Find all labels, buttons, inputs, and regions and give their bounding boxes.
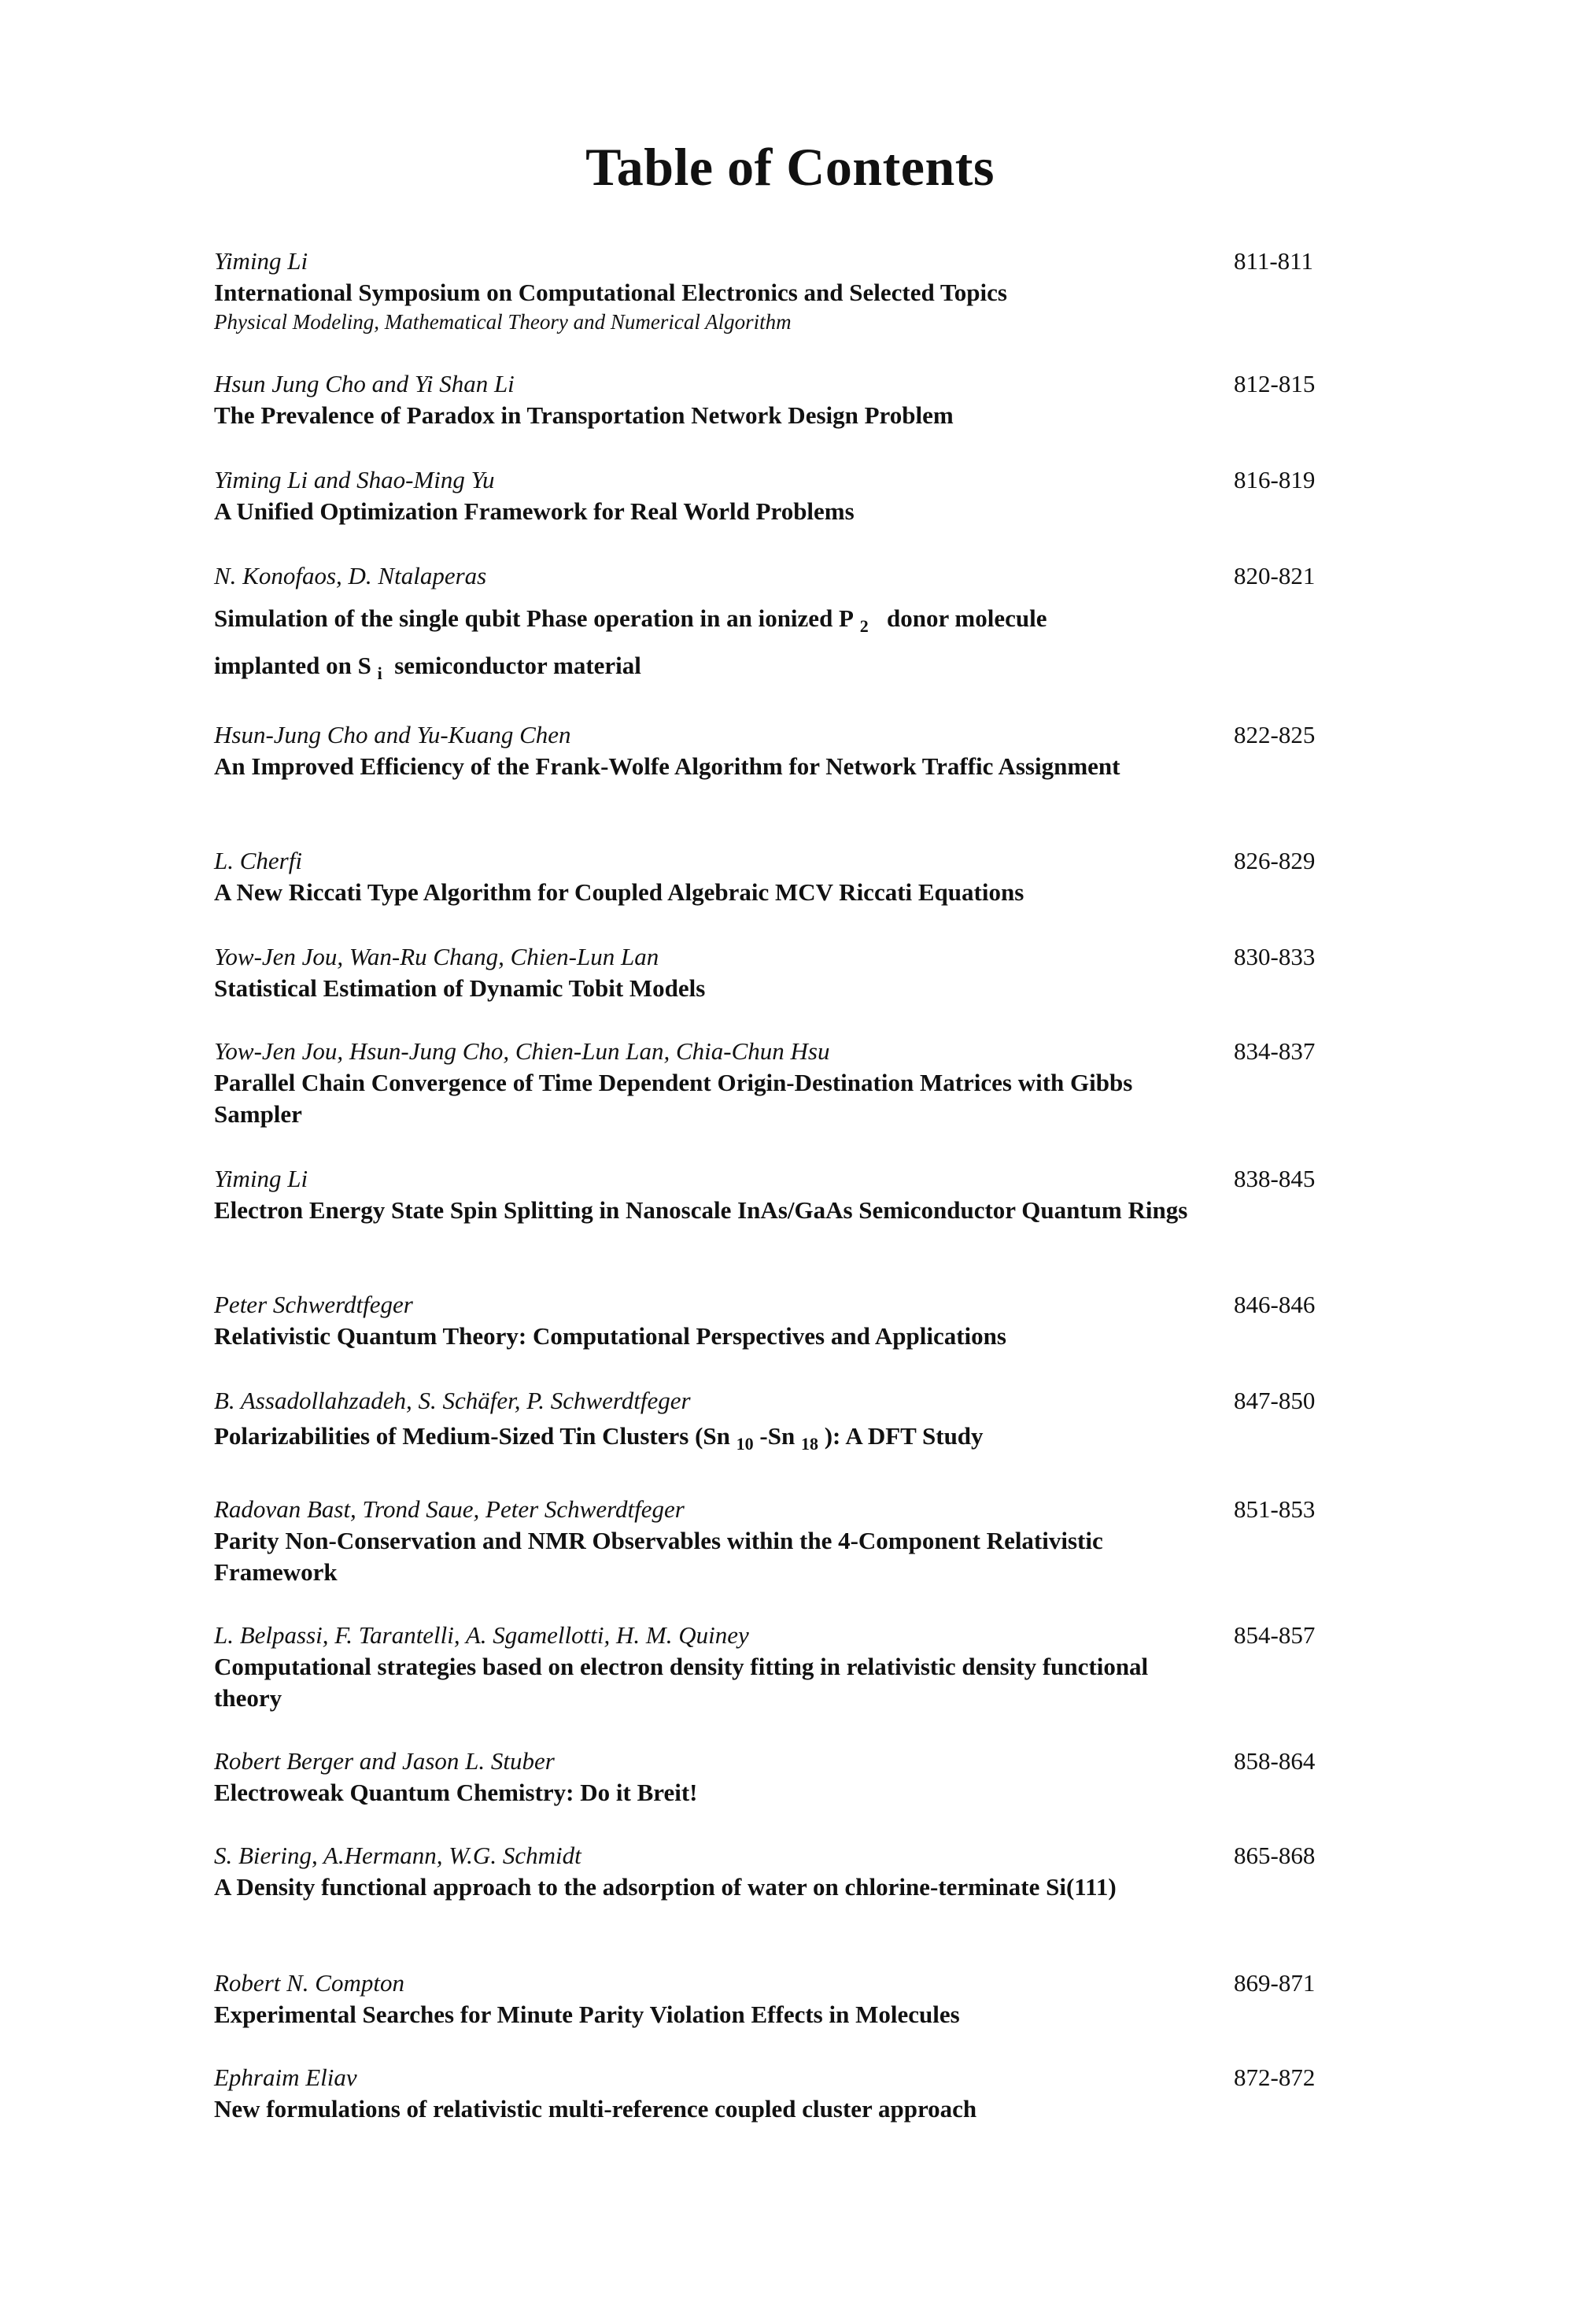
entry-authors: Radovan Bast, Trond Saue, Peter Schwerdtfeger xyxy=(214,1495,685,1523)
entry-title: Electroweak Quantum Chemistry: Do it Breit! xyxy=(214,1779,698,1806)
entry-title-text: Polarizabilities of Medium-Sized Tin Clusters (Sn xyxy=(214,1422,730,1450)
entry-pages: 846-846 xyxy=(1234,1291,1316,1318)
entry-pages: 820-821 xyxy=(1234,562,1316,589)
entry-title: Experimental Searches for Minute Parity Violation Effects in Molecules xyxy=(214,2001,960,2028)
entry-authors: Yiming Li xyxy=(214,247,308,275)
entry-title: New formulations of relativistic multi-reference coupled cluster approach xyxy=(214,2095,977,2123)
entry-title: Electron Energy State Spin Splitting in Nanoscale InAs/GaAs Semiconductor Quantum Rings xyxy=(214,1196,1188,1224)
toc-entry xyxy=(214,2062,1363,2125)
entry-pages: 869-871 xyxy=(1234,1969,1316,1997)
entry-title-text: ): A DFT Study xyxy=(824,1422,984,1450)
entry-pages: 838-845 xyxy=(1234,1165,1316,1192)
entry-pages: 826-829 xyxy=(1234,847,1316,874)
entry-authors: Peter Schwerdtfeger xyxy=(214,1291,413,1318)
entry-authors: Yiming Li xyxy=(214,1165,308,1192)
entry-title: An Improved Efficiency of the Frank-Wolfe Algorithm for Network Traffic Assignment xyxy=(214,752,1120,780)
toc-entry xyxy=(214,368,1363,431)
toc-entry xyxy=(214,845,1363,908)
toc-entry xyxy=(214,1967,1363,2030)
entry-title xyxy=(214,642,1190,689)
page-title: Table of Contents xyxy=(585,137,995,197)
entry-title: Computational strategies based on electron density fitting in relativistic density functional theory xyxy=(214,1653,1149,1712)
entry-title-text: implanted on S xyxy=(214,652,371,679)
entry-pages: 872-872 xyxy=(1234,2064,1316,2091)
entry-authors: Hsun Jung Cho and Yi Shan Li xyxy=(214,370,515,397)
entry-title: Relativistic Quantum Theory: Computational Perspectives and Applications xyxy=(214,1322,1006,1350)
entry-pages: 854-857 xyxy=(1234,1621,1316,1649)
entry-authors: Robert N. Compton xyxy=(214,1969,404,1997)
entry-pages: 822-825 xyxy=(1234,721,1316,748)
entry-pages: 858-864 xyxy=(1234,1747,1316,1775)
toc-entry xyxy=(214,1289,1363,1352)
entry-title-text: semiconductor material xyxy=(388,652,641,679)
entry-authors: B. Assadollahzadeh, S. Schäfer, P. Schwerdtfeger xyxy=(214,1387,691,1414)
entry-pages: 811-811 xyxy=(1234,247,1314,275)
entry-authors: L. Cherfi xyxy=(214,847,302,874)
entry-title-subscript: 18 xyxy=(800,1434,818,1454)
toc-entry xyxy=(214,1620,1363,1714)
entry-title: Parity Non-Conservation and NMR Observables within the 4-Component Relativistic Framework xyxy=(214,1527,1103,1586)
entry-title: Parallel Chain Convergence of Time Dependent Origin-Destination Matrices with Gibbs Sampler xyxy=(214,1069,1133,1128)
toc-entry xyxy=(214,464,1363,527)
entry-subtitle: Physical Modeling, Mathematical Theory and Numerical Algorithm xyxy=(214,310,792,334)
entry-authors: L. Belpassi, F. Tarantelli, A. Sgamellotti, H. M. Quiney xyxy=(214,1621,749,1649)
entry-title: A New Riccati Type Algorithm for Coupled Algebraic MCV Riccati Equations xyxy=(214,878,1024,906)
toc-entry xyxy=(214,941,1363,1004)
entry-pages: 830-833 xyxy=(1234,943,1316,970)
entry-authors: N. Konofaos, D. Ntalaperas xyxy=(214,562,487,589)
entry-title-subscript: 2 xyxy=(859,616,869,637)
toc-entry xyxy=(214,560,1363,689)
entry-title: International Symposium on Computational Electronics and Selected Topics xyxy=(214,279,1007,306)
entry-title: A Density functional approach to the adsorption of water on chlorine-terminate Si(111) xyxy=(214,1873,1117,1901)
toc-entry xyxy=(214,1385,1363,1454)
toc-entry xyxy=(214,1494,1363,1588)
entry-pages: 812-815 xyxy=(1234,370,1316,397)
entry-title: Statistical Estimation of Dynamic Tobit Models xyxy=(214,974,706,1002)
entry-pages: 847-850 xyxy=(1234,1387,1316,1414)
entry-title: The Prevalence of Paradox in Transportation Network Design Problem xyxy=(214,401,954,429)
entry-title xyxy=(214,1418,1190,1454)
toc-entry xyxy=(214,1746,1363,1809)
toc-entry xyxy=(214,1163,1363,1226)
entry-title: A Unified Optimization Framework for Real World Problems xyxy=(214,497,855,525)
toc-entry xyxy=(214,1840,1363,1903)
entry-pages: 851-853 xyxy=(1234,1495,1316,1523)
entry-authors: Yow-Jen Jou, Hsun-Jung Cho, Chien-Lun Lan, Chia-Chun Hsu xyxy=(214,1037,830,1065)
entry-authors: Hsun-Jung Cho and Yu-Kuang Chen xyxy=(214,721,571,748)
entry-title-text: donor molecule xyxy=(880,604,1047,632)
entry-pages: 816-819 xyxy=(1234,466,1316,493)
entry-title-text: Simulation of the single qubit Phase operation in an ionized P xyxy=(214,604,854,632)
entry-authors: Robert Berger and Jason L. Stuber xyxy=(214,1747,555,1775)
entry-authors: Yiming Li and Shao-Ming Yu xyxy=(214,466,495,493)
entry-title xyxy=(214,595,1190,642)
entry-authors: Ephraim Eliav xyxy=(214,2064,357,2091)
entry-authors: S. Biering, A.Hermann, W.G. Schmidt xyxy=(214,1842,581,1869)
toc-entry xyxy=(214,1036,1363,1130)
entry-pages: 865-868 xyxy=(1234,1842,1316,1869)
toc-entry xyxy=(214,246,1363,335)
entry-title-subscript: 10 xyxy=(736,1434,754,1454)
entry-title-text: -Sn xyxy=(759,1422,796,1450)
entry-title-subscript: i xyxy=(377,663,382,684)
entry-pages: 834-837 xyxy=(1234,1037,1316,1065)
toc-entry xyxy=(214,719,1363,782)
entry-authors: Yow-Jen Jou, Wan-Ru Chang, Chien-Lun Lan xyxy=(214,943,659,970)
